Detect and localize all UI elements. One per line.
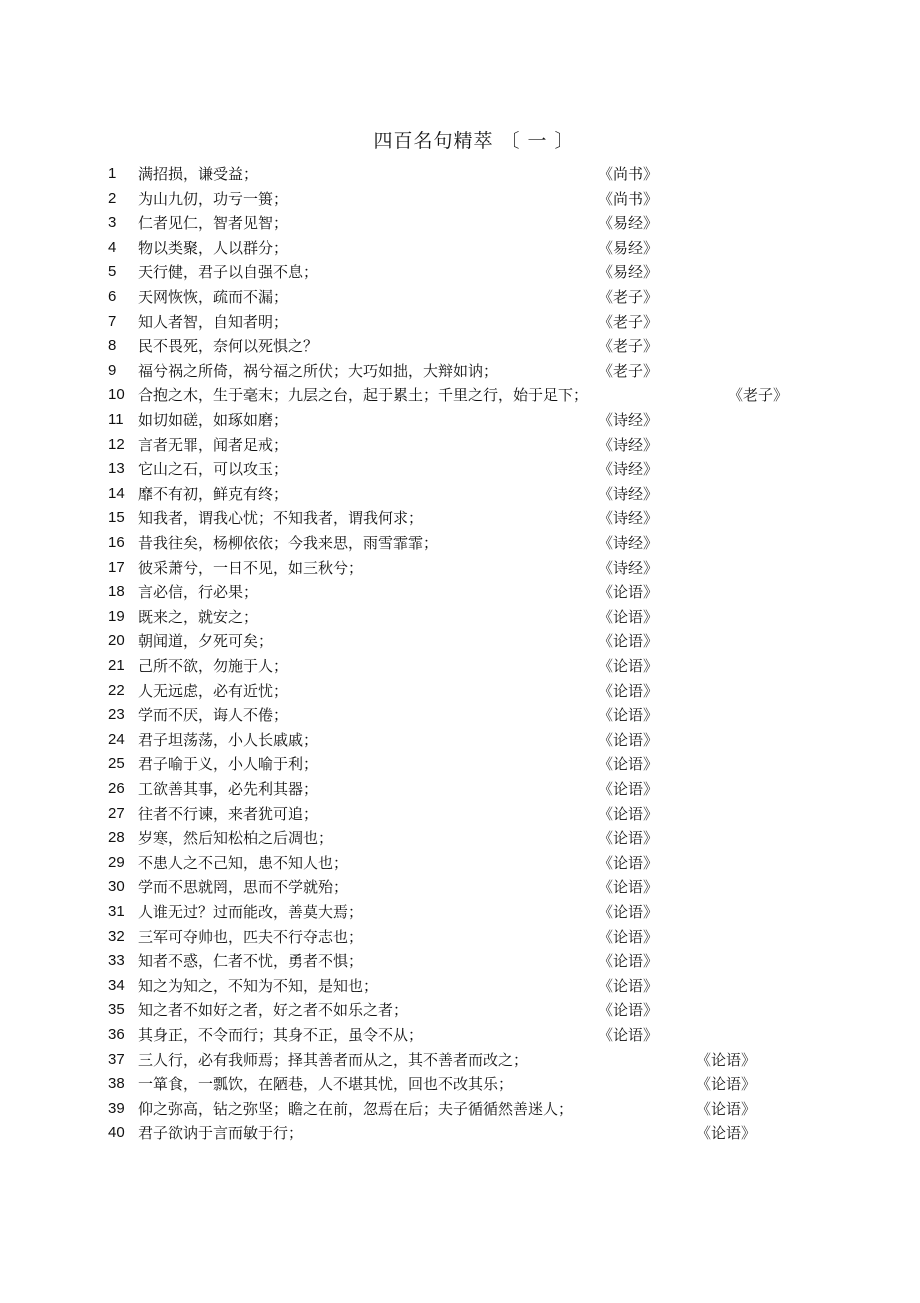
quote-source: 《论语》: [696, 1075, 757, 1094]
quote-source: 《诗经》: [598, 435, 659, 454]
quote-row: [0, 482, 920, 506]
quote-row: [0, 875, 920, 899]
quote-number: 23: [108, 706, 125, 724]
quote-number: 34: [108, 976, 125, 994]
quote-number: 22: [108, 681, 125, 699]
quote-number: 25: [108, 755, 125, 773]
quote-text: 仰之弥高，钻之弥坚；瞻之在前，忽焉在后；夫子循循然善迷人；: [138, 1099, 574, 1118]
quote-number: 5: [108, 263, 117, 281]
quote-row: [0, 162, 920, 186]
quote-source: 《尚书》: [598, 189, 659, 208]
quote-number: 36: [108, 1026, 125, 1043]
quote-source: 《论语》: [598, 706, 659, 725]
quote-number: 20: [108, 632, 125, 650]
quote-number: 3: [108, 214, 117, 232]
quote-source: 《诗经》: [598, 558, 659, 577]
quote-source: 《论语》: [598, 607, 659, 626]
quote-text: 往者不行谏，来者犹可追；: [138, 804, 319, 823]
quote-text: 其身正，不令而行；其身不正，虽令不从；: [138, 1026, 424, 1044]
quote-source: 《老子》: [598, 312, 659, 331]
quote-number: 8: [108, 337, 117, 355]
quote-row: [0, 187, 920, 211]
quote-row: [0, 728, 920, 752]
quote-source: 《论语》: [598, 903, 659, 921]
quote-text: 靡不有初，鲜克有终；: [138, 484, 289, 503]
quote-source: 《论语》: [598, 583, 659, 602]
quote-text: 言必信，行必果；: [138, 583, 259, 602]
quote-number: 2: [108, 189, 117, 207]
quote-text: 合抱之木，生于毫末；九层之台，起于累土；千里之行，始于足下；: [138, 386, 589, 405]
quote-source: 《论语》: [696, 1124, 757, 1143]
quote-row: [0, 679, 920, 703]
quote-row: [0, 752, 920, 776]
quote-row: [0, 506, 920, 530]
quote-row: [0, 974, 920, 998]
quote-number: 29: [108, 853, 125, 871]
quote-row: [0, 1121, 920, 1145]
quote-source: 《诗经》: [598, 534, 659, 552]
quote-text: 知之者不如好之者，好之者不如乐之者；: [138, 1001, 409, 1020]
quote-source: 《尚书》: [598, 165, 659, 183]
quote-text: 仁者见仁，智者见智；: [138, 214, 289, 233]
quote-row: [0, 383, 920, 407]
quote-row: [0, 826, 920, 850]
quote-text: 君子欲讷于言而敏于行；: [138, 1124, 304, 1143]
quote-number: 39: [108, 1099, 125, 1117]
quote-row: [0, 703, 920, 727]
quote-source: 《论语》: [598, 927, 659, 946]
quote-source: 《论语》: [598, 878, 659, 897]
quote-source: 《老子》: [598, 337, 659, 356]
quote-text: 知者不惑，仁者不忧，勇者不惧；: [138, 952, 364, 971]
quote-row: [0, 777, 920, 801]
quote-text: 言者无罪，闻者足戒；: [138, 435, 289, 454]
quote-source: 《论语》: [598, 952, 659, 971]
quote-row: [0, 1097, 920, 1121]
quote-source: 《论语》: [598, 1026, 659, 1044]
quote-text: 既来之，就安之；: [138, 607, 259, 626]
quote-row: [0, 236, 920, 260]
quote-row: [0, 654, 920, 678]
quote-source: 《易经》: [598, 263, 659, 282]
quote-row: [0, 457, 920, 481]
quote-number: 15: [108, 509, 125, 527]
quote-number: 37: [108, 1050, 125, 1068]
quote-row: [0, 949, 920, 973]
quote-number: 12: [108, 435, 125, 453]
quote-number: 16: [108, 534, 125, 551]
quote-row: [0, 334, 920, 358]
quote-text: 彼采萧兮，一日不见，如三秋兮；: [138, 558, 364, 577]
quote-row: [0, 359, 920, 383]
quote-row: [0, 900, 920, 924]
quote-number: 7: [108, 312, 117, 330]
quote-row: [0, 1072, 920, 1096]
quote-text: 君子喻于义，小人喻于利；: [138, 755, 319, 774]
quote-number: 1: [108, 165, 117, 182]
quote-text: 民不畏死，奈何以死惧之？: [138, 337, 319, 356]
page-title: 四百名句精萃 〔 一 〕: [373, 130, 575, 152]
quote-row: [0, 802, 920, 826]
quote-row: [0, 1023, 920, 1047]
quote-source: 《易经》: [598, 238, 659, 257]
quote-number: 4: [108, 238, 117, 256]
quote-row: [0, 433, 920, 457]
quote-source: 《诗经》: [598, 411, 659, 429]
quote-number: 40: [108, 1124, 125, 1142]
quote-text: 知之为知之，不知为不知，是知也；: [138, 976, 379, 995]
quote-source: 《易经》: [598, 214, 659, 233]
quote-number: 27: [108, 804, 125, 822]
quote-source: 《论语》: [598, 657, 659, 675]
quote-number: 17: [108, 558, 125, 576]
quote-row: [0, 629, 920, 653]
quote-text: 三军可夺帅也，匹夫不行夺志也；: [138, 927, 364, 946]
quote-number: 10: [108, 386, 125, 404]
quote-text: 己所不欲，勿施于人；: [138, 657, 289, 675]
quote-row: [0, 285, 920, 309]
quote-number: 35: [108, 1001, 125, 1019]
quote-source: 《论语》: [598, 730, 659, 749]
quote-row: [0, 211, 920, 235]
quote-row: [0, 1048, 920, 1072]
quote-text: 知人者智，自知者明；: [138, 312, 289, 331]
quote-source: 《诗经》: [598, 484, 659, 503]
quote-text: 君子坦荡荡，小人长戚戚；: [138, 730, 319, 749]
quote-row: [0, 556, 920, 580]
quote-text: 知我者，谓我心忧；不知我者，谓我何求；: [138, 509, 424, 528]
quote-number: 9: [108, 361, 117, 379]
quote-number: 6: [108, 288, 117, 305]
quote-source: 《诗经》: [598, 460, 659, 479]
quote-text: 一箪食，一瓢饮，在陋巷，人不堪其忧，回也不改其乐；: [138, 1075, 514, 1094]
quote-text: 物以类聚，人以群分；: [138, 238, 289, 257]
quote-source: 《论语》: [598, 632, 659, 651]
quote-text: 天网恢恢，疏而不漏；: [138, 288, 289, 306]
quote-source: 《老子》: [598, 361, 659, 380]
quote-text: 人谁无过？过而能改，善莫大焉；: [138, 903, 364, 921]
quote-number: 13: [108, 460, 125, 478]
quote-number: 18: [108, 583, 125, 601]
quote-number: 30: [108, 878, 125, 896]
quote-source: 《诗经》: [598, 509, 659, 528]
quote-source: 《老子》: [728, 386, 789, 405]
quote-text: 岁寒，然后知松柏之后凋也；: [138, 829, 334, 848]
quote-text: 学而不厌，诲人不倦；: [138, 706, 289, 725]
quote-text: 昔我往矣，杨柳依依；今我来思，雨雪霏霏；: [138, 534, 439, 552]
quote-row: [0, 925, 920, 949]
quote-source: 《论语》: [598, 829, 659, 848]
quote-text: 天行健，君子以自强不息；: [138, 263, 319, 282]
quote-source: 《论语》: [598, 804, 659, 823]
quote-source: 《论语》: [598, 755, 659, 774]
quote-text: 工欲善其事，必先利其器；: [138, 780, 319, 798]
quote-source: 《论语》: [598, 1001, 659, 1020]
quote-text: 满招损，谦受益；: [138, 165, 259, 183]
quote-text: 如切如磋，如琢如磨；: [138, 411, 289, 429]
quote-row: [0, 310, 920, 334]
quote-number: 38: [108, 1075, 125, 1093]
quote-text: 人无远虑，必有近忧；: [138, 681, 289, 700]
quote-number: 31: [108, 903, 125, 920]
quote-source: 《老子》: [598, 288, 659, 306]
quote-number: 28: [108, 829, 125, 847]
quote-row: [0, 605, 920, 629]
quote-row: [0, 531, 920, 555]
quote-number: 21: [108, 657, 125, 674]
quote-number: 26: [108, 780, 125, 797]
quote-source: 《论语》: [598, 780, 659, 798]
quote-text: 不患人之不己知，患不知人也；: [138, 853, 349, 872]
quote-text: 为山九仞，功亏一篑；: [138, 189, 289, 208]
quote-number: 33: [108, 952, 125, 970]
quote-text: 它山之石，可以攻玉；: [138, 460, 289, 479]
quote-source: 《论语》: [598, 681, 659, 700]
quote-text: 朝闻道，夕死可矣；: [138, 632, 274, 651]
quote-row: [0, 580, 920, 604]
quote-number: 11: [108, 411, 124, 428]
quote-text: 学而不思就罔，思而不学就殆；: [138, 878, 349, 897]
quote-number: 24: [108, 730, 125, 748]
quote-source: 《论语》: [696, 1099, 757, 1118]
quote-source: 《论语》: [598, 853, 659, 872]
quote-row: [0, 998, 920, 1022]
quote-source: 《论语》: [598, 976, 659, 995]
quote-row: [0, 260, 920, 284]
quote-row: [0, 408, 920, 432]
quote-number: 19: [108, 607, 125, 625]
quote-text: 三人行，必有我师焉；择其善者而从之，其不善者而改之；: [138, 1050, 529, 1069]
quote-source: 《论语》: [696, 1050, 757, 1069]
quote-row: [0, 851, 920, 875]
quote-number: 14: [108, 484, 125, 502]
quote-text: 福兮祸之所倚，祸兮福之所伏；大巧如拙，大辩如讷；: [138, 361, 499, 380]
quote-number: 32: [108, 927, 125, 945]
